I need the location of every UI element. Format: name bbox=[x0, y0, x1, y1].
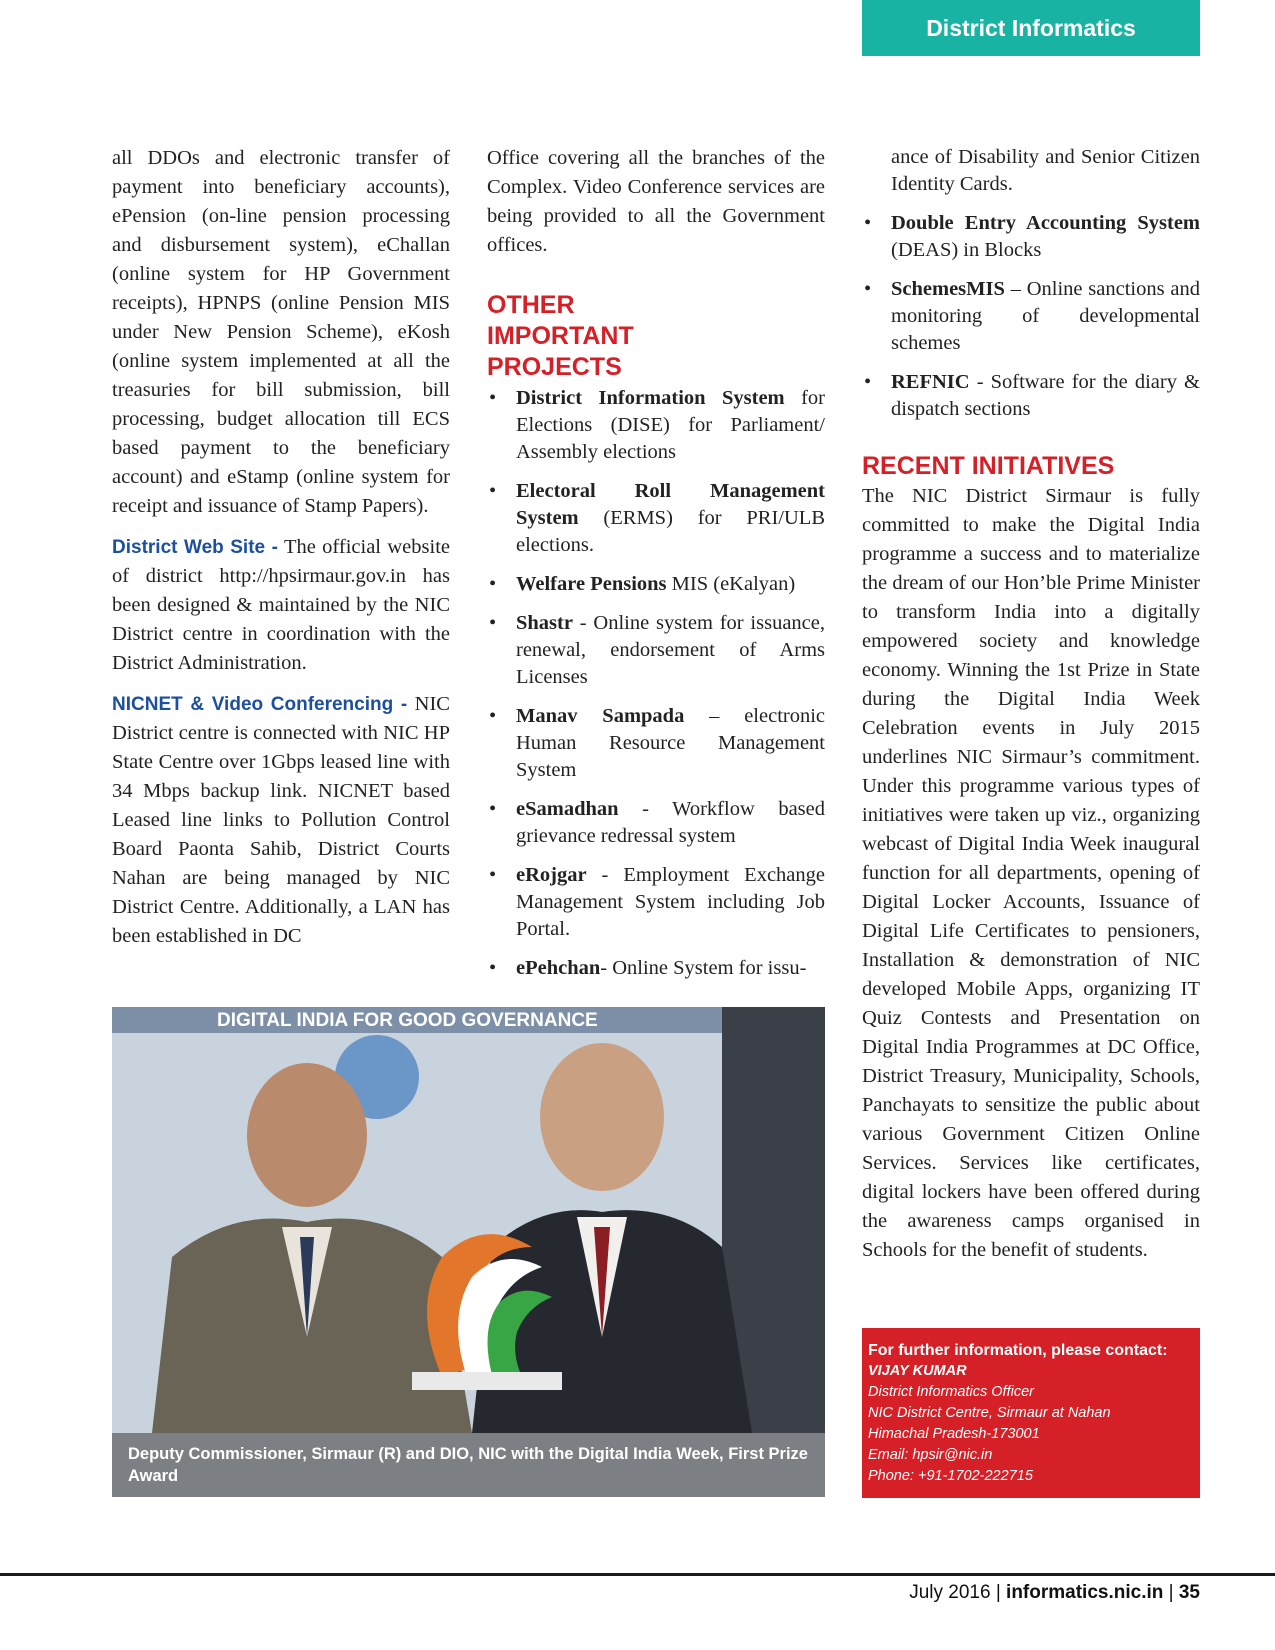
page-number: 35 bbox=[1178, 1582, 1200, 1603]
item-text: MIS (eKalyan) bbox=[666, 573, 796, 595]
item-text: – electronic Human Resource Management System bbox=[516, 705, 826, 781]
section-tab: District Informatics bbox=[862, 0, 1200, 56]
contact-phone: Phone: +91-1702-222715 bbox=[868, 1468, 1033, 1484]
list-item bbox=[487, 478, 825, 559]
paragraph-nicnet bbox=[112, 690, 450, 951]
projects-list-continued bbox=[862, 210, 1200, 423]
list-continuation: ance of Disability and Senior Citizen Identity Cards. bbox=[891, 146, 1200, 195]
item-bold: District Information System bbox=[516, 387, 785, 409]
item-text: – Online sanctions and monitoring of developmental schemes bbox=[891, 278, 1200, 354]
item-text: (DEAS) in Blocks bbox=[891, 239, 1042, 261]
banner-text: DIGITAL INDIA FOR GOOD GOVERNANCE bbox=[217, 1010, 598, 1031]
heading-other-projects: OTHER IMPORTANT PROJECTS bbox=[487, 291, 634, 381]
list-item bbox=[487, 571, 825, 598]
item-text: - Online system for issuance, renewal, endorsement of Arms Licenses bbox=[516, 612, 825, 688]
item-bold: Welfare Pensions bbox=[516, 573, 667, 595]
projects-list bbox=[487, 385, 825, 982]
footer-rule bbox=[0, 1573, 1275, 1576]
item-bold: eSamadhan bbox=[516, 798, 619, 820]
contact-org: NIC District Centre, Sirmaur at Nahan bbox=[868, 1405, 1111, 1421]
heading-recent-initiatives: RECENT INITIATIVES bbox=[862, 452, 1115, 480]
item-bold: Shastr bbox=[516, 612, 573, 634]
item-bold: Manav Sampada bbox=[516, 705, 685, 727]
item-bold: Electoral Roll Management System bbox=[516, 480, 825, 529]
item-text: - Online System for issu- bbox=[600, 957, 807, 979]
paragraph: all DDOs and electronic transfer of payment into beneficiary accounts), ePension (on-line pension processing and disbursement system), eChallan (online system for HP Government receipts), HPNPS (online Pension MIS under New Pension Scheme), eKosh (online system implemented at all the treasuries for bill submission, bill processing, budget allocation till ECS based payment to the beneficiary account) and eStamp (online system for receipt and issuance of Stamp Papers). bbox=[112, 147, 450, 517]
photo-caption: Deputy Commissioner, Sirmaur (R) and DIO, NIC with the Digital India Week, First Prize Award bbox=[112, 1433, 825, 1497]
lead-web-site: District Web Site - bbox=[112, 537, 278, 558]
list-item bbox=[487, 385, 825, 466]
photo-illustration bbox=[112, 1007, 825, 1433]
list-item bbox=[487, 610, 825, 691]
list-item bbox=[862, 369, 1200, 423]
item-text: - Software for the diary & dispatch sections bbox=[891, 371, 1200, 420]
paragraph-text: The official website of district http://hpsirmaur.gov.in has been designed & maintained by the NIC District centre in coordination with the District Administration. bbox=[112, 536, 450, 674]
list-item bbox=[862, 210, 1200, 264]
footer-date: July 2016 | bbox=[909, 1582, 1007, 1603]
award-photo bbox=[112, 1007, 825, 1433]
item-bold: ePehchan bbox=[516, 957, 601, 979]
contact-email: Email: hpsir@nic.in bbox=[868, 1447, 993, 1463]
list-item bbox=[487, 862, 825, 943]
item-bold: eRojgar bbox=[516, 864, 587, 886]
page-footer bbox=[909, 1582, 1200, 1604]
item-bold: Double Entry Accounting System bbox=[891, 212, 1200, 234]
paragraph: The NIC District Sirmaur is fully committed to make the Digital India programme a success and to materialize the dream of our Hon’ble Prime Minister to transform India into a digitally empowered society and knowledge economy. Winning the 1st Prize in State during the Digital India Week Celebration events in July 2015 underlines NIC Sirmaur’s commitment. Under this programme various types of initiatives were taken up viz., organizing webcast of Digital India Week inaugural function for all departments, opening of Digital Locker Accounts, Issuance of Digital Life Certificates to pensioners, Installation & demonstration of NIC developed Mobile Apps, organizing IT Quiz Contests and Presentation on Digital India Programmes at DC Office, District Treasury, Municipality, Schools, Panchayats to sensitize the public about various Government Citizen Online Services. Services like certificates, digital lockers have been offered during the awareness camps organised in Schools for the benefit of students. bbox=[862, 485, 1200, 1261]
paragraph: Office covering all the branches of the Complex. Video Conference services are being provided to all the Government offices. bbox=[487, 147, 825, 256]
footer-separator: | bbox=[1163, 1582, 1179, 1603]
footer-site-link[interactable]: informatics.nic.in bbox=[1006, 1582, 1164, 1603]
lead-nicnet: NICNET & Video Conferencing - bbox=[112, 694, 408, 715]
item-bold: SchemesMIS bbox=[891, 278, 1005, 300]
list-item bbox=[487, 703, 825, 784]
paragraph-text: NIC District centre is connected with NIC HP State Centre over 1Gbps leased line with 34 Mbps backup link. NICNET based Leased line links to Pollution Control Board Paonta Sahib, District Courts Nahan are being managed by NIC District Centre. Additionally, a LAN has been established in DC bbox=[112, 693, 450, 947]
column-2 bbox=[487, 144, 825, 994]
contact-heading: For further information, please contact: bbox=[868, 1342, 1168, 1359]
contact-name: VIJAY KUMAR bbox=[868, 1363, 967, 1379]
item-bold: REFNIC bbox=[891, 371, 970, 393]
item-text: - Employment Exchange Management System including Job Portal. bbox=[516, 864, 825, 940]
item-text: (ERMS) for PRI/ULB elections. bbox=[516, 507, 825, 556]
contact-role: District Informatics Officer bbox=[868, 1384, 1034, 1400]
list-item bbox=[487, 955, 825, 982]
list-item bbox=[862, 276, 1200, 357]
paragraph-web-site bbox=[112, 533, 450, 678]
contact-box bbox=[862, 1328, 1200, 1498]
item-text: for Elections (DISE) for Parliament/ Assembly elections bbox=[516, 387, 826, 463]
column-1 bbox=[112, 144, 450, 963]
list-item bbox=[487, 796, 825, 850]
item-text: - Workflow based grievance redressal system bbox=[516, 798, 825, 847]
column-3 bbox=[862, 144, 1200, 1277]
contact-state: Himachal Pradesh-173001 bbox=[868, 1426, 1040, 1442]
